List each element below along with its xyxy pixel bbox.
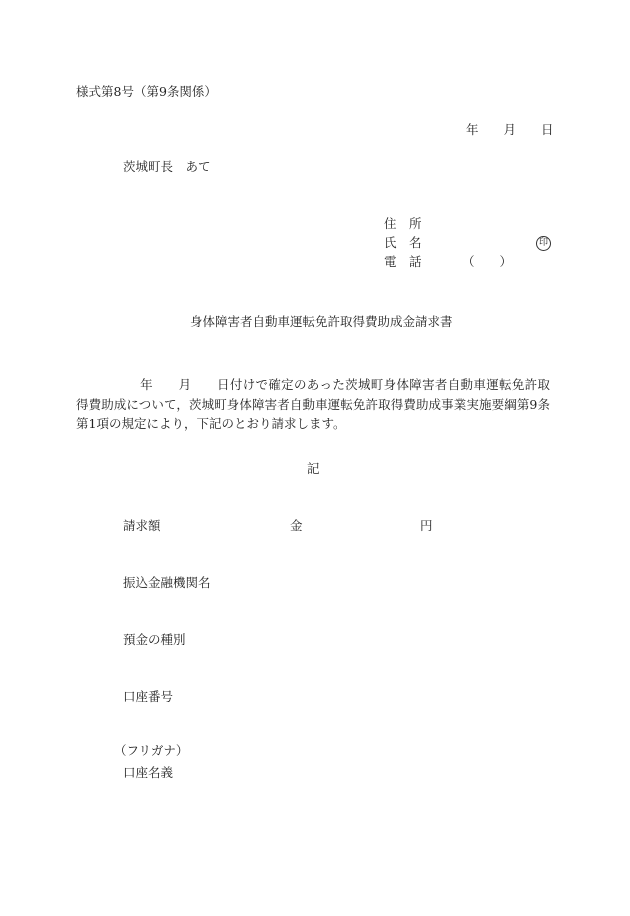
amount-prefix: 金 [290, 518, 303, 533]
body-text: 年 月 日付けで確定のあった茨城町身体障害者自動車運転免許取得費助成について，茨城町身体障害者自動車運転免許取得費助成事業実施要綱第9条第1項の規定により，下記のとおり請求します。 [76, 377, 550, 431]
furigana-label: （フリガナ） [114, 743, 189, 758]
account-number-label: 口座番号 [123, 689, 174, 704]
amount-suffix: 円 [420, 518, 433, 533]
deposit-type-label: 預金の種別 [123, 632, 186, 647]
document-title: 身体障害者自動車運転免許取得費助成金請求書 [190, 314, 453, 329]
seal-mark: 印 [536, 236, 551, 251]
amount-label: 請求額 [123, 518, 161, 533]
account-holder-label: 口座名義 [123, 765, 174, 780]
ki-heading: 記 [307, 461, 320, 476]
date-line: 年 月 日 [466, 122, 554, 137]
addressee: 茨城町長 あて [123, 159, 211, 174]
bank-label: 振込金融機関名 [123, 575, 211, 590]
body-paragraph [76, 375, 550, 434]
phone-area-code-parens: （ ） [462, 254, 513, 269]
form-number: 様式第8号（第9条関係） [76, 84, 217, 99]
name-label: 氏 名 [384, 235, 422, 250]
address-label: 住 所 [384, 216, 422, 231]
phone-label: 電 話 [384, 254, 422, 269]
